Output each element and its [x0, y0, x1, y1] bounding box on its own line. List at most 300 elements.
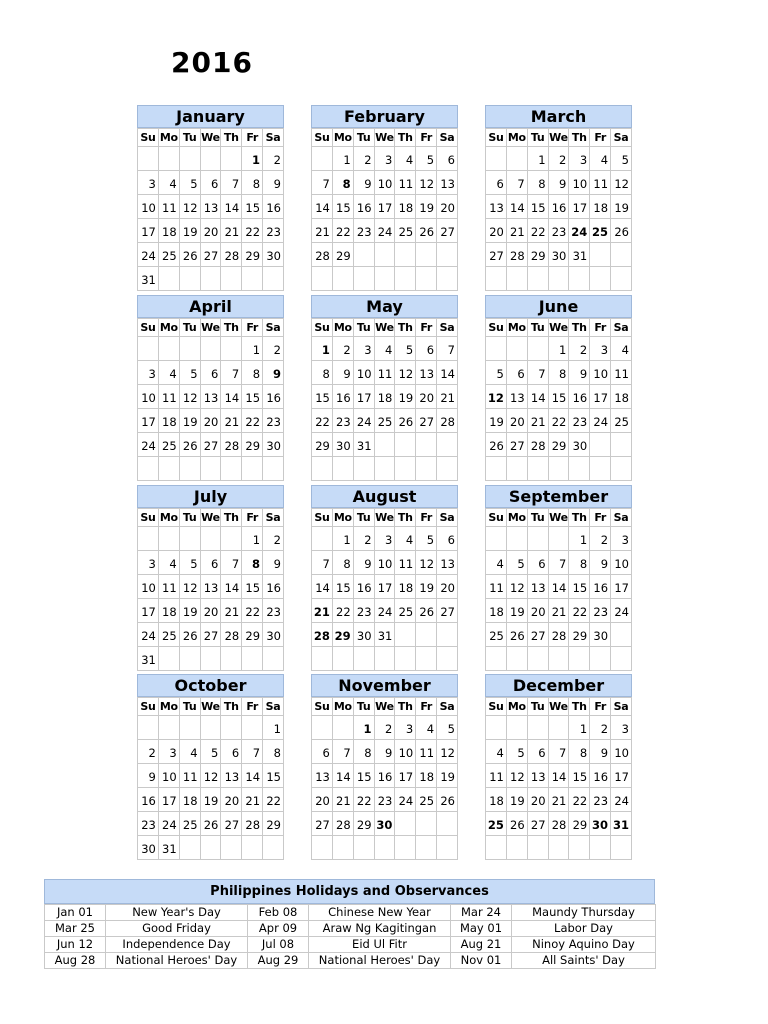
weekday-header: Fr: [242, 698, 263, 716]
empty-cell: [395, 836, 416, 860]
day-cell: 14: [506, 195, 527, 219]
empty-cell: [332, 716, 353, 740]
weekday-header: Th: [221, 319, 242, 337]
day-cell: 8: [242, 171, 263, 195]
day-cell: 24: [611, 788, 632, 812]
day-cell: 10: [374, 171, 395, 195]
empty-cell: [138, 527, 159, 551]
weekday-header: We: [548, 129, 569, 147]
weekday-header: Sa: [263, 509, 284, 527]
day-cell: 6: [200, 361, 221, 385]
empty-cell: [437, 243, 458, 267]
empty-cell: [374, 647, 395, 671]
day-cell: 2: [569, 337, 590, 361]
day-cell: 23: [353, 219, 374, 243]
empty-cell: [200, 716, 221, 740]
day-cell: 8: [332, 551, 353, 575]
day-cell: 17: [138, 409, 159, 433]
day-cell: 4: [158, 361, 179, 385]
weekday-header: Fr: [242, 129, 263, 147]
weekday-header: Sa: [611, 319, 632, 337]
day-cell: 2: [374, 716, 395, 740]
day-cell: 31: [158, 836, 179, 860]
day-cell: 21: [548, 788, 569, 812]
day-cell: 20: [221, 788, 242, 812]
empty-cell: [527, 716, 548, 740]
day-cell: 17: [569, 195, 590, 219]
month-july: [137, 485, 284, 671]
empty-cell: [332, 457, 353, 481]
empty-cell: [437, 267, 458, 291]
day-cell: 6: [506, 361, 527, 385]
day-cell: 11: [374, 361, 395, 385]
day-cell: 4: [395, 527, 416, 551]
day-cell: 15: [242, 575, 263, 599]
day-cell: 7: [242, 740, 263, 764]
day-cell: 7: [548, 551, 569, 575]
day-cell: 16: [590, 575, 611, 599]
month-days-table: [137, 318, 284, 481]
day-cell: 29: [263, 812, 284, 836]
month-title: July: [137, 485, 284, 508]
empty-cell: [506, 716, 527, 740]
empty-cell: [527, 267, 548, 291]
month-title: February: [311, 105, 458, 128]
day-cell: 19: [179, 409, 200, 433]
weekday-header: Su: [486, 319, 507, 337]
weekday-header: Th: [395, 509, 416, 527]
empty-cell: [416, 623, 437, 647]
day-cell: 1: [242, 527, 263, 551]
day-cell: 7: [437, 337, 458, 361]
day-cell: 7: [221, 551, 242, 575]
day-cell: 10: [353, 361, 374, 385]
day-cell: 17: [395, 764, 416, 788]
empty-cell: [486, 527, 507, 551]
day-cell: 8: [242, 551, 263, 575]
month-may: [311, 295, 458, 481]
empty-cell: [158, 647, 179, 671]
day-cell: 19: [486, 409, 507, 433]
weekday-header: Tu: [527, 698, 548, 716]
day-cell: 16: [138, 788, 159, 812]
weekday-header: Mo: [332, 129, 353, 147]
day-cell: 24: [569, 219, 590, 243]
day-cell: 21: [437, 385, 458, 409]
day-cell: 6: [416, 337, 437, 361]
day-cell: 22: [263, 788, 284, 812]
day-cell: 23: [353, 599, 374, 623]
day-cell: 10: [138, 575, 159, 599]
day-cell: 22: [312, 409, 333, 433]
weekday-header: We: [374, 319, 395, 337]
empty-cell: [263, 267, 284, 291]
day-cell: 11: [416, 740, 437, 764]
weekday-header: Fr: [242, 319, 263, 337]
month-title: August: [311, 485, 458, 508]
day-cell: 16: [548, 195, 569, 219]
empty-cell: [395, 647, 416, 671]
empty-cell: [353, 647, 374, 671]
empty-cell: [590, 267, 611, 291]
day-cell: 22: [527, 219, 548, 243]
day-cell: 4: [158, 171, 179, 195]
empty-cell: [312, 527, 333, 551]
day-cell: 27: [221, 812, 242, 836]
day-cell: 2: [263, 527, 284, 551]
holiday-name: Maundy Thursday: [512, 905, 656, 921]
day-cell: 2: [332, 337, 353, 361]
day-cell: 13: [221, 764, 242, 788]
weekday-header: Mo: [158, 698, 179, 716]
holiday-date: Jul 08: [248, 937, 309, 953]
day-cell: 11: [611, 361, 632, 385]
day-cell: 19: [506, 788, 527, 812]
day-cell: 24: [374, 599, 395, 623]
day-cell: 2: [548, 147, 569, 171]
day-cell: 5: [416, 527, 437, 551]
day-cell: 17: [611, 764, 632, 788]
holiday-name: Labor Day: [512, 921, 656, 937]
weekday-header: Su: [486, 509, 507, 527]
empty-cell: [527, 337, 548, 361]
day-cell: 27: [527, 623, 548, 647]
month-november: [311, 674, 458, 860]
weekday-header: Mo: [158, 509, 179, 527]
day-cell: 22: [569, 788, 590, 812]
empty-cell: [590, 243, 611, 267]
empty-cell: [158, 267, 179, 291]
day-cell: 12: [506, 764, 527, 788]
empty-cell: [179, 457, 200, 481]
weekday-header: Sa: [263, 129, 284, 147]
day-cell: 13: [312, 764, 333, 788]
empty-cell: [527, 836, 548, 860]
day-cell: 8: [569, 551, 590, 575]
day-cell: 18: [395, 575, 416, 599]
weekday-header: Sa: [263, 319, 284, 337]
weekday-header: We: [548, 698, 569, 716]
empty-cell: [263, 647, 284, 671]
day-cell: 28: [527, 433, 548, 457]
empty-cell: [263, 457, 284, 481]
weekday-header: Su: [312, 509, 333, 527]
day-cell: 3: [138, 551, 159, 575]
day-cell: 1: [569, 527, 590, 551]
day-cell: 16: [353, 575, 374, 599]
day-cell: 22: [569, 599, 590, 623]
empty-cell: [374, 243, 395, 267]
day-cell: 3: [611, 527, 632, 551]
empty-cell: [138, 337, 159, 361]
day-cell: 15: [263, 764, 284, 788]
empty-cell: [221, 716, 242, 740]
day-cell: 27: [312, 812, 333, 836]
day-cell: 9: [569, 361, 590, 385]
weekday-header: Sa: [611, 509, 632, 527]
empty-cell: [527, 457, 548, 481]
holiday-name: Eid Ul Fitr: [309, 937, 451, 953]
day-cell: 16: [332, 385, 353, 409]
day-cell: 31: [353, 433, 374, 457]
weekday-header: Fr: [416, 319, 437, 337]
empty-cell: [353, 836, 374, 860]
day-cell: 9: [332, 361, 353, 385]
empty-cell: [200, 647, 221, 671]
day-cell: 4: [486, 740, 507, 764]
day-cell: 7: [221, 361, 242, 385]
day-cell: 14: [548, 575, 569, 599]
month-days-table: [311, 128, 458, 291]
holiday-name: New Year's Day: [106, 905, 248, 921]
day-cell: 3: [158, 740, 179, 764]
day-cell: 25: [374, 409, 395, 433]
day-cell: 13: [527, 575, 548, 599]
empty-cell: [353, 267, 374, 291]
day-cell: 6: [437, 147, 458, 171]
holidays-list: [44, 904, 656, 969]
day-cell: 11: [486, 764, 507, 788]
empty-cell: [416, 812, 437, 836]
empty-cell: [138, 457, 159, 481]
day-cell: 23: [374, 788, 395, 812]
day-cell: 11: [158, 385, 179, 409]
empty-cell: [374, 457, 395, 481]
day-cell: 29: [332, 243, 353, 267]
day-cell: 21: [548, 599, 569, 623]
empty-cell: [158, 337, 179, 361]
day-cell: 27: [200, 433, 221, 457]
day-cell: 12: [506, 575, 527, 599]
month-october: [137, 674, 284, 860]
day-cell: 26: [179, 433, 200, 457]
day-cell: 17: [138, 599, 159, 623]
month-days-table: [485, 128, 632, 291]
empty-cell: [374, 433, 395, 457]
day-cell: 10: [611, 551, 632, 575]
day-cell: 18: [611, 385, 632, 409]
empty-cell: [395, 243, 416, 267]
day-cell: 7: [332, 740, 353, 764]
month-february: [311, 105, 458, 291]
weekday-header: Sa: [437, 698, 458, 716]
day-cell: 1: [548, 337, 569, 361]
weekday-header: Sa: [611, 698, 632, 716]
day-cell: 25: [179, 812, 200, 836]
empty-cell: [416, 433, 437, 457]
month-days-table: [137, 508, 284, 671]
day-cell: 18: [590, 195, 611, 219]
weekday-header: Su: [138, 698, 159, 716]
day-cell: 29: [548, 433, 569, 457]
day-cell: 29: [242, 433, 263, 457]
day-cell: 3: [374, 147, 395, 171]
day-cell: 29: [242, 623, 263, 647]
empty-cell: [179, 337, 200, 361]
weekday-header: Su: [138, 129, 159, 147]
empty-cell: [506, 337, 527, 361]
day-cell: 28: [221, 433, 242, 457]
day-cell: 4: [611, 337, 632, 361]
empty-cell: [221, 527, 242, 551]
empty-cell: [486, 147, 507, 171]
day-cell: 23: [548, 219, 569, 243]
day-cell: 14: [312, 195, 333, 219]
day-cell: 22: [353, 788, 374, 812]
weekday-header: Fr: [242, 509, 263, 527]
day-cell: 19: [506, 599, 527, 623]
day-cell: 13: [416, 361, 437, 385]
day-cell: 22: [548, 409, 569, 433]
empty-cell: [242, 457, 263, 481]
day-cell: 8: [312, 361, 333, 385]
day-cell: 17: [374, 575, 395, 599]
day-cell: 3: [569, 147, 590, 171]
day-cell: 23: [263, 219, 284, 243]
empty-cell: [611, 243, 632, 267]
weekday-header: We: [200, 129, 221, 147]
empty-cell: [179, 647, 200, 671]
day-cell: 13: [200, 575, 221, 599]
day-cell: 1: [263, 716, 284, 740]
day-cell: 6: [527, 740, 548, 764]
day-cell: 16: [590, 764, 611, 788]
day-cell: 9: [353, 171, 374, 195]
day-cell: 15: [242, 385, 263, 409]
day-cell: 25: [158, 623, 179, 647]
weekday-header: Mo: [506, 319, 527, 337]
holiday-date: Apr 09: [248, 921, 309, 937]
day-cell: 21: [527, 409, 548, 433]
day-cell: 28: [548, 623, 569, 647]
empty-cell: [242, 716, 263, 740]
day-cell: 29: [242, 243, 263, 267]
day-cell: 11: [158, 195, 179, 219]
day-cell: 18: [158, 219, 179, 243]
holiday-name: National Heroes' Day: [106, 953, 248, 969]
day-cell: 19: [611, 195, 632, 219]
weekday-header: Tu: [179, 319, 200, 337]
weekday-header: Th: [569, 319, 590, 337]
month-april: [137, 295, 284, 481]
weekday-header: Mo: [506, 698, 527, 716]
day-cell: 15: [332, 195, 353, 219]
day-cell: 11: [158, 575, 179, 599]
month-title: September: [485, 485, 632, 508]
day-cell: 25: [395, 219, 416, 243]
weekday-header: We: [548, 509, 569, 527]
day-cell: 18: [416, 764, 437, 788]
empty-cell: [312, 457, 333, 481]
holiday-row: [45, 937, 656, 953]
day-cell: 19: [395, 385, 416, 409]
weekday-header: Mo: [158, 319, 179, 337]
holiday-date: Mar 25: [45, 921, 106, 937]
day-cell: 5: [486, 361, 507, 385]
weekday-header: Su: [312, 698, 333, 716]
day-cell: 26: [200, 812, 221, 836]
day-cell: 17: [158, 788, 179, 812]
empty-cell: [437, 812, 458, 836]
day-cell: 23: [569, 409, 590, 433]
day-cell: 9: [263, 361, 284, 385]
day-cell: 19: [179, 599, 200, 623]
day-cell: 4: [416, 716, 437, 740]
empty-cell: [312, 147, 333, 171]
day-cell: 12: [179, 575, 200, 599]
day-cell: 22: [242, 409, 263, 433]
weekday-header: Sa: [437, 509, 458, 527]
empty-cell: [506, 267, 527, 291]
empty-cell: [569, 836, 590, 860]
day-cell: 23: [590, 599, 611, 623]
empty-cell: [548, 716, 569, 740]
empty-cell: [200, 337, 221, 361]
day-cell: 15: [242, 195, 263, 219]
day-cell: 22: [332, 599, 353, 623]
day-cell: 9: [138, 764, 159, 788]
day-cell: 30: [263, 623, 284, 647]
day-cell: 5: [179, 551, 200, 575]
weekday-header: We: [374, 698, 395, 716]
day-cell: 13: [437, 171, 458, 195]
day-cell: 6: [200, 171, 221, 195]
weekday-header: Fr: [416, 509, 437, 527]
empty-cell: [200, 836, 221, 860]
day-cell: 9: [263, 551, 284, 575]
day-cell: 26: [437, 788, 458, 812]
day-cell: 31: [374, 623, 395, 647]
day-cell: 29: [569, 812, 590, 836]
day-cell: 18: [374, 385, 395, 409]
day-cell: 2: [353, 527, 374, 551]
holiday-date: Aug 28: [45, 953, 106, 969]
empty-cell: [590, 836, 611, 860]
empty-cell: [221, 147, 242, 171]
day-cell: 29: [527, 243, 548, 267]
day-cell: 11: [179, 764, 200, 788]
day-cell: 15: [569, 575, 590, 599]
weekday-header: Mo: [332, 509, 353, 527]
day-cell: 21: [332, 788, 353, 812]
day-cell: 3: [138, 361, 159, 385]
day-cell: 12: [395, 361, 416, 385]
day-cell: 16: [569, 385, 590, 409]
day-cell: 5: [416, 147, 437, 171]
day-cell: 8: [527, 171, 548, 195]
weekday-header: Th: [569, 509, 590, 527]
month-days-table: [485, 508, 632, 671]
day-cell: 21: [312, 219, 333, 243]
day-cell: 7: [221, 171, 242, 195]
day-cell: 10: [395, 740, 416, 764]
day-cell: 6: [312, 740, 333, 764]
day-cell: 20: [527, 599, 548, 623]
empty-cell: [374, 267, 395, 291]
day-cell: 8: [569, 740, 590, 764]
day-cell: 25: [158, 433, 179, 457]
month-title: March: [485, 105, 632, 128]
weekday-header: Th: [221, 698, 242, 716]
day-cell: 4: [395, 147, 416, 171]
day-cell: 18: [486, 599, 507, 623]
day-cell: 14: [221, 575, 242, 599]
empty-cell: [158, 716, 179, 740]
month-days-table: [311, 697, 458, 860]
day-cell: 31: [138, 647, 159, 671]
day-cell: 20: [437, 575, 458, 599]
empty-cell: [200, 457, 221, 481]
